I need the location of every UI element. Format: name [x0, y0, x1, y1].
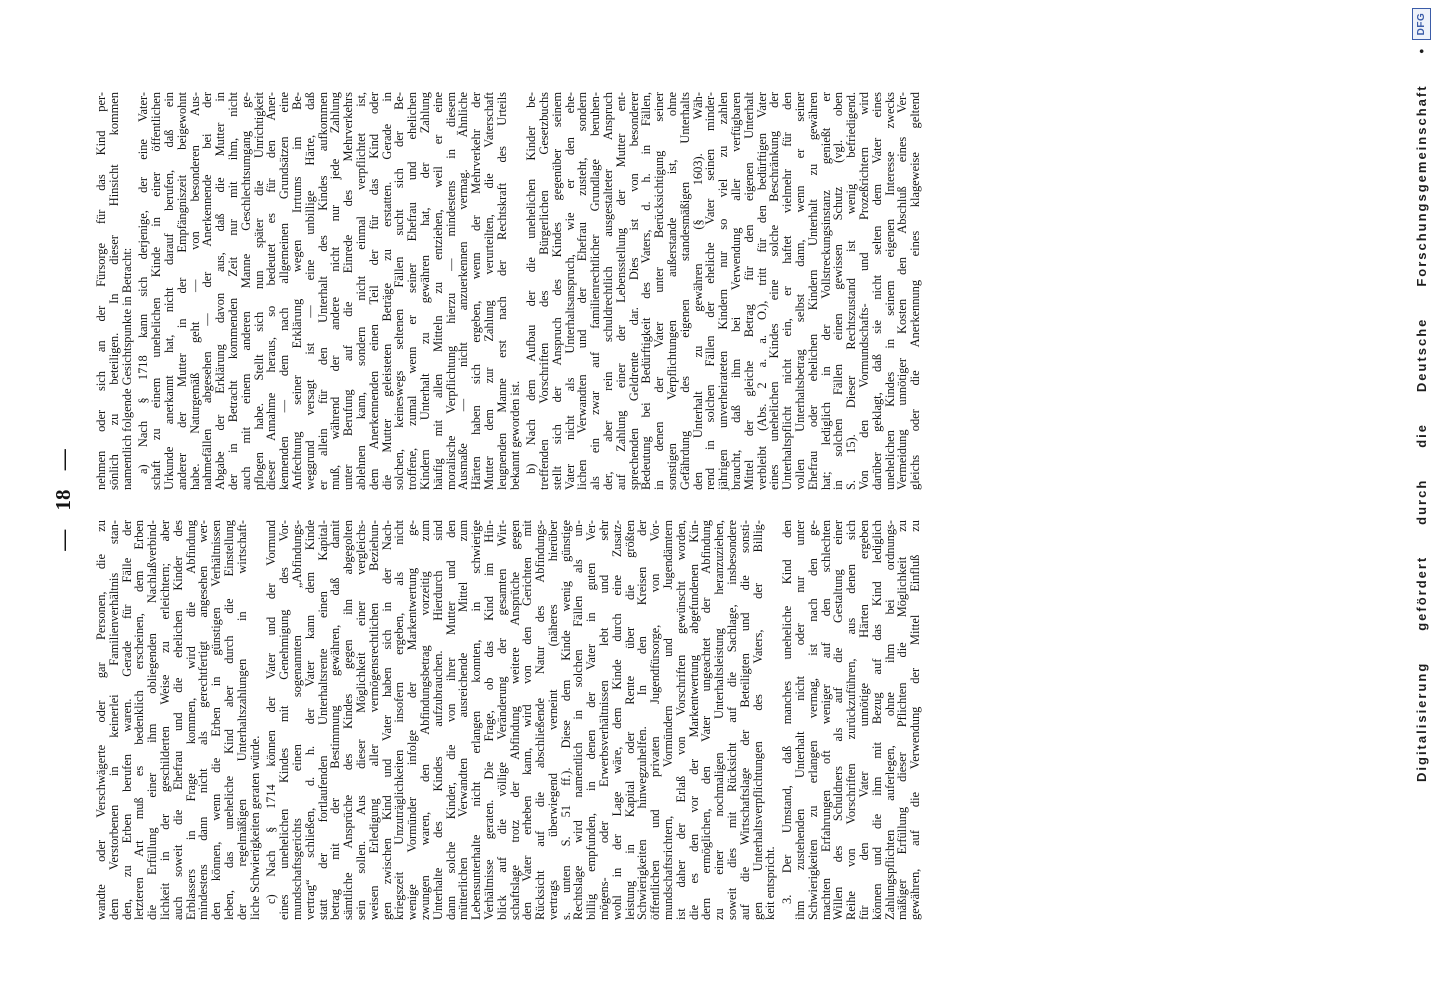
text-line: dann solche Kinder, die von ihrer Mutter und den	[443, 520, 458, 920]
text-line: ist daher der Erlaß von Vorschriften gewünscht worden,	[673, 520, 688, 920]
text-line: ihm zustehenden Unterhalt nicht oder nur unter	[793, 520, 808, 920]
text-line: kriegszeit Unzuträglichkeiten insofern ergeben, als nicht	[392, 520, 407, 920]
text-line: dem Anerkennenden einen Teil der für das Kind oder	[366, 92, 381, 490]
text-line: sämtliche Ansprüche des Kindes gegen ihn abgegolten	[341, 520, 356, 920]
text-line: Mittel der gleiche Betrag für den eigenen Unterhalt	[741, 92, 756, 490]
text-line: gewähren, auf die Verwendung der Mittel Einfluß zu	[908, 520, 923, 920]
text-line: mäßiger Erfüllung dieser Pflichten die Möglichkeit zu	[895, 520, 910, 920]
text-line: S. 15). Dieser Rechtszustand ist wenig befriedigend.	[844, 92, 859, 490]
paragraph	[137, 92, 521, 490]
text-line: rend in solchen Fällen der eheliche Vater seinen minder-	[703, 92, 718, 490]
text-line: anderer der Mutter in der Empfängniszeit beigewohnt	[174, 92, 189, 490]
text-line: auch soweit die Ehefrau und die ehelichen Kinder des	[170, 520, 185, 920]
text-line: auch mit einem anderen Manne Geschlechtsumgang ge-	[238, 92, 253, 490]
text-line: in denen der Vater unter Berücksichtigung seiner	[652, 92, 667, 490]
text-line: Abgabe der Erklärung davon aus, daß die Mutter in	[213, 92, 228, 490]
text-line: liche Schwierigkeiten geraten würde.	[247, 735, 262, 920]
text-line: Bedeutung bei Bedürftigkeit des Vaters, d. h. in Fällen,	[639, 92, 654, 490]
text-line: vertrags überwiegend verneint (näheres hierüber	[545, 520, 560, 920]
text-line: b) Nach dem Aufbau der die unehelichen Kinder be-	[524, 92, 539, 474]
text-line: in solchen Fällen einen gewissen Schutz (vgl. oben	[831, 92, 846, 490]
paragraph	[781, 520, 922, 920]
text-line: Erblassers in Frage kommen, wird die Abfindung	[183, 520, 198, 920]
text-column-right	[95, 92, 926, 490]
text-line: mundschaftsrichtern, Vormündern und Jugendämtern	[661, 520, 676, 920]
text-line: unter Berufung auf die Einrede des Mehrverkehrs	[341, 92, 356, 490]
text-line: können und die ihm mit Bezug auf das Kind lediglich	[869, 520, 884, 920]
text-line: billig empfunden, in denen der Vater in guten Ver-	[584, 520, 599, 920]
digitization-credit: Digitalisierung gefördert durch die Deutsche Forschungsgemeinschaft •	[1414, 47, 1429, 782]
paragraph	[265, 520, 777, 920]
text-line: Mutter dem zur Zahlung verurteilten, die Vaterschaft	[481, 92, 496, 490]
text-line: auf Zahlung einer der Lebensstellung der Mutter ent-	[613, 92, 628, 490]
text-line: wohl in der Lage wäre, dem Kinde durch eine Zusatz-	[609, 520, 624, 920]
text-line: verbleibt (Abs. 2 a. a. O.), tritt für den bedürftigen Vater	[754, 92, 769, 490]
dfg-logo: DFG	[1412, 8, 1431, 40]
text-line: jährigen unverheirateten Kindern nur so viel zu zahlen	[716, 92, 731, 490]
text-line: öffentlichen und privaten Jugendfürsorge, von Vor-	[648, 520, 663, 920]
text-line: sprechenden Geldrente dar. Dies ist von besonderer	[626, 92, 641, 490]
text-line: Rechtslage wird namentlich in solchen Fällen als un-	[571, 520, 586, 920]
text-line: braucht, daß ihm bei Verwendung aller verfügbaren	[729, 92, 744, 490]
text-line: hat; lediglich in der Vollstreckungsinstanz genießt er	[818, 92, 833, 490]
text-line: vertrag“ schließen, d. h. der Vater kann dem Kinde	[302, 520, 317, 920]
text-line: der regelmäßigen Unterhaltszahlungen in wirtschaft-	[234, 520, 249, 920]
text-line: Lebensunterhalte nicht erlangen konnten, in schwierige	[469, 520, 484, 920]
text-line: namentlich folgende Gesichtspunkte in Betracht:	[119, 247, 134, 490]
text-line: Von den Vormundschafts- und Prozeßrichtern wird	[857, 92, 872, 490]
text-line: machten Erfahrungen oft weniger auf den schlechten	[818, 520, 833, 920]
text-line: Reihe von Vorschriften zurückzuführen, aus denen sich	[844, 520, 859, 920]
text-line: gleichs oder die Anerkennung eines klageweise geltend	[908, 92, 923, 490]
text-line: mütterlichen Verwandten ausreichende Mittel zum	[456, 520, 471, 920]
text-line: dieser Annahme heraus, so bedeutet es für den Aner-	[264, 92, 279, 490]
text-line: Schwierigkeiten hinwegzuhelfen. In den Kreisen der	[635, 520, 650, 920]
text-line: Verhältnisse geraten. Die Frage, ob das Kind im Hin-	[481, 520, 496, 920]
text-line: sönlich zu beteiligen. In dieser Hinsicht kommen	[106, 92, 121, 490]
text-line: lichkeit in der geschilderten Weise zu erleichtern; aber	[157, 520, 172, 920]
text-line: nehmen oder sich an der Fürsorge für das Kind per-	[94, 92, 108, 490]
text-line: leistung in Kapital oder Rente über die größten	[622, 520, 637, 920]
text-line: a) Nach § 1718 kann sich derjenige, der eine Vater-	[136, 92, 151, 474]
text-line: ablehnen kann, sondern nicht einmal verpflichtet ist,	[353, 92, 368, 490]
text-line: solchen, keineswegs seltenen Fällen sucht sich der Be-	[392, 92, 407, 490]
text-line: betrag mit der Bestimmung gewähren, daß damit	[328, 520, 343, 920]
text-line: treffenden Vorschriften des Bürgerlichen Gesetzbuchs	[537, 92, 552, 490]
text-line: gen zwischen Kind und Vater haben sich in der Nach-	[379, 520, 394, 920]
page-number: — 18 —	[51, 449, 75, 551]
text-line: stellt sich der Anspruch des Kindes gegenüber seinem	[549, 92, 564, 490]
text-line: sonstigen Verpflichtungen außerstande ist, ohne	[665, 92, 680, 490]
text-line: lichen Verwandten und der Ehefrau zusteht, sondern	[575, 92, 590, 490]
text-line: die es den vor der Markentwertung abgefundenen Kin-	[686, 520, 701, 920]
text-line: Härten haben sich ergeben, wenn der Mehrverkehr der	[469, 92, 484, 490]
text-line: zwungen waren, den Abfindungsbetrag vorzeitig zum	[417, 520, 432, 920]
text-line: statt der fortlaufenden Unterhaltsrente einen Kapital-	[315, 520, 330, 920]
text-line: s. unten S. 51 ff.). Diese dem Kinde wenig günstige	[558, 520, 573, 920]
text-line: dern ermöglichen, den Vater ungeachtet der Abfindung	[699, 520, 714, 920]
text-line: mundschaftsgerichts einen sogenannten „Abfindungs-	[289, 520, 304, 920]
text-line: schaftslage trotz der Abfindung weitere Ansprüche gegen	[507, 520, 522, 920]
text-line: zu einer nochmaligen Unterhaltsleistung heranzuziehen,	[712, 520, 727, 920]
text-line: soweit dies mit Rücksicht auf die Sachlage, insbesondere	[725, 520, 740, 920]
text-line: bekannt geworden ist.	[507, 380, 522, 490]
text-line: mögens- oder Erwerbsverhältnissen lebt und sehr	[597, 520, 612, 920]
text-line: Schwierigkeiten zu erlangen vermag, ist nach den ge-	[805, 520, 820, 920]
text-line: leugnenden Manne erst nach der Rechtskraft des Urteils	[494, 92, 509, 490]
text-line: den können, wenn die Erben in günstigen Verhältnissen	[209, 520, 224, 920]
text-line: darüber geklagt, daß sie nicht selten dem Vater eines	[869, 92, 884, 490]
text-line: sein sollen. Aus dieser Möglichkeit einer vergleichs-	[353, 520, 368, 920]
text-line: der, aber rein schuldrechtlich ausgestalteter Anspruch	[601, 92, 616, 490]
text-line: Unterhaltspflicht nicht ein, er haftet vielmehr für den	[780, 92, 795, 490]
text-line: er allein für den Unterhalt des Kindes aufkommen	[315, 92, 330, 490]
text-line: nahmefällen abgesehen — der Anerkennende bei der	[200, 92, 215, 490]
text-line: Rücksicht auf die abschließende Natur des Abfindungs-	[533, 520, 548, 920]
text-line: weisen Erledigung aller vermögensrechtlichen Beziehun-	[366, 520, 381, 920]
text-column-left	[95, 520, 926, 920]
text-line: Ehefrau oder ehelichen Kindern Unterhalt zu gewähren	[805, 92, 820, 490]
text-line: kennenden — dem nach allgemeinen Grundsätzen eine	[277, 92, 292, 490]
text-line: pflogen habe. Stellt sich nun später die Unrichtigkeit	[251, 92, 266, 490]
text-line: Urkunde anerkannt hat, nicht darauf berufen, daß ein	[161, 92, 176, 490]
paragraph	[525, 92, 922, 490]
text-line: letzteren Art muß es bedenklich erscheinen, dem Erben	[132, 520, 147, 920]
text-line: moralische Verpflichtung hierzu — mindestens in diesem	[443, 92, 458, 490]
text-line: 3. Der Umstand, daß manches uneheliche Kind den	[780, 520, 795, 904]
text-line: Ausmaße — nicht anzuerkennen vermag. Ähnliche	[456, 92, 471, 490]
text-line: Unterhalte des Kindes aufzubrauchen. Hierdurch sind	[430, 520, 445, 920]
text-line: häufig mit allen Mitteln zu entziehen, weil er eine	[430, 92, 445, 490]
text-line: troffene, zumal wenn er seiner Ehefrau und ehelichen	[405, 92, 420, 490]
text-line: vollen Unterhaltsbetrag selbst dann, wenn er seiner	[793, 92, 808, 490]
text-line: Anfechtung seiner Erklärung wegen Irrtums im Be-	[289, 92, 304, 490]
text-line: dem Verstorbenen in keinerlei Familienverhältnis stan-	[106, 520, 121, 920]
text-line: Kindern Unterhalt zu gewähren hat, der Zahlung	[417, 92, 432, 490]
text-line: eines unehelichen Kindes eine solche Beschränkung der	[767, 92, 782, 490]
text-line: mindestens dann nicht als gerechtfertigt angesehen wer-	[196, 520, 211, 920]
text-line: die Mutter geleisteten Beträge zu erstatten. Gerade in	[379, 92, 394, 490]
paragraph	[95, 92, 133, 490]
text-line: Vermeidung unnötiger Kosten den Abschluß eines Ver-	[895, 92, 910, 490]
text-line: Zahlungspflichten auferlegen, ohne ihm bei ordnungs-	[882, 520, 897, 920]
text-line: leben, das uneheliche Kind aber durch die Einstellung	[221, 520, 236, 920]
text-line: den, zu Erben berufen waren. Gerade für Fälle der	[119, 520, 134, 920]
text-line: Gefährdung des eigenen standesmäßigen Unterhalts	[677, 92, 692, 490]
text-line: wenige Vormünder infolge der Markentwertung ge-	[405, 520, 420, 920]
text-line: den Vater erheben kann, wird von den Gerichten mit	[520, 520, 535, 920]
text-line: weggrund versagt ist — eine unbillige Härte, daß	[302, 92, 317, 490]
text-line: schaft zu einem unehelichen Kinde in einer öffentlichen	[149, 92, 164, 490]
text-line: die Erfüllung einer ihm obliegenden Nachlaßverbind-	[145, 520, 160, 920]
text-line: c) Nach § 1714 können der Vater und der Vormund	[264, 520, 279, 904]
paragraph	[95, 520, 261, 920]
text-line: als ein zwar auf familienrechtlicher Grundlage beruhen-	[588, 92, 603, 490]
text-line: muß, während der andere nicht nur jede Zahlung	[328, 92, 343, 490]
text-line: gen Unterhaltsverpflichtungen des Vaters, der Billig-	[750, 520, 765, 920]
text-line: für den Vater unnötige Härten ergeben	[857, 520, 872, 920]
text-line: auf die Wirtschaftslage der Beteiligten und die sonsti-	[737, 520, 752, 920]
text-line: habe. Naturgemäß geht — von besonderen Aus-	[187, 92, 202, 490]
text-line: der in Betracht kommenden Zeit nur mit ihm, nicht	[225, 92, 240, 490]
text-line: Willen des Schuldners als auf die Gestaltung einer	[831, 520, 846, 920]
text-line: unehelichen Kindes in seinem eigenen Interesse zwecks	[882, 92, 897, 490]
text-line: blick auf die völlige Veränderung der gesamten Wirt-	[494, 520, 509, 920]
text-line: Vater nicht als Unterhaltsanspruch, wie er den ehe-	[562, 92, 577, 490]
text-line: keit entspricht.	[763, 846, 778, 920]
text-line: den Unterhalt zu gewähren (§ 1603). Wäh-	[690, 92, 705, 490]
text-line: eines unehelichen Kindes mit Genehmigung des Vor-	[277, 520, 292, 920]
text-line: wandte oder Verschwägerte oder gar Personen, die zu	[94, 520, 108, 920]
